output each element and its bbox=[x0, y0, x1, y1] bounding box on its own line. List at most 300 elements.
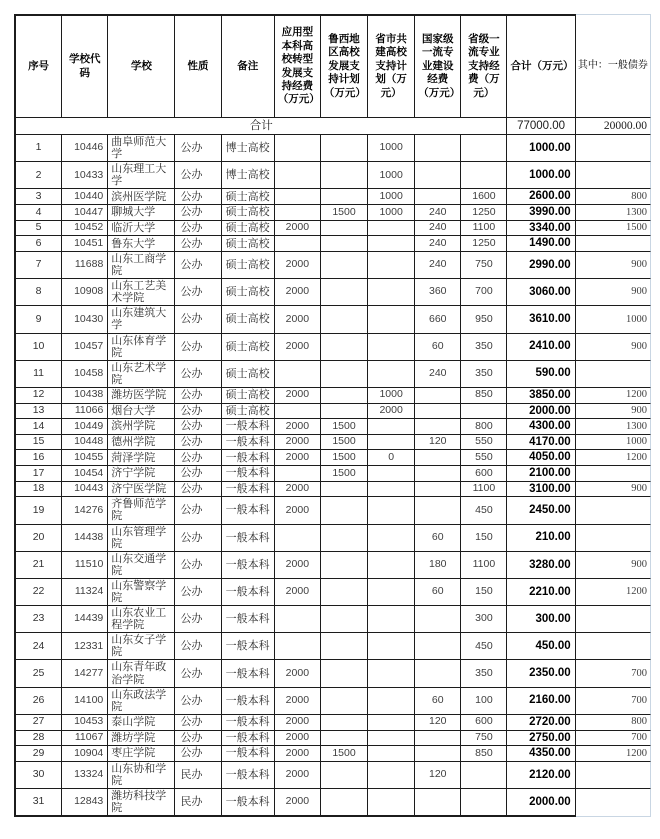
cell-school-code: 10447 bbox=[62, 205, 108, 221]
cell-ownership: 公办 bbox=[175, 525, 221, 552]
table-row bbox=[14, 450, 651, 466]
cell-general-bond bbox=[576, 466, 651, 482]
col-header-national-fund: 国家级一流专业建设经费（万元） bbox=[415, 14, 461, 118]
cell-general-bond bbox=[576, 236, 651, 252]
cell-school-code: 10908 bbox=[62, 279, 108, 306]
cell-transform-fund: 2000 bbox=[275, 731, 321, 747]
table-row bbox=[14, 688, 651, 715]
cell-national-firstclass-fund bbox=[415, 466, 461, 482]
cell-cobuild-fund bbox=[368, 279, 415, 306]
cell-row-total: 4350.00 bbox=[507, 746, 575, 762]
cell-provincial-firstclass-fund: 150 bbox=[461, 579, 507, 606]
cell-remark: 一般本科 bbox=[222, 419, 275, 435]
cell-row-total: 2410.00 bbox=[507, 334, 575, 361]
cell-luxi-fund bbox=[321, 497, 368, 524]
cell-general-bond bbox=[576, 789, 651, 817]
cell-provincial-firstclass-fund bbox=[461, 135, 507, 162]
cell-remark: 一般本科 bbox=[222, 715, 275, 731]
table-row bbox=[14, 189, 651, 205]
cell-row-total: 2000.00 bbox=[507, 789, 575, 817]
cell-ownership: 公办 bbox=[175, 435, 221, 451]
table-row bbox=[14, 789, 651, 817]
cell-cobuild-fund: 1000 bbox=[368, 162, 415, 189]
cell-cobuild-fund bbox=[368, 633, 415, 660]
cell-provincial-firstclass-fund: 950 bbox=[461, 306, 507, 333]
summary-row bbox=[14, 118, 651, 135]
cell-luxi-fund bbox=[321, 579, 368, 606]
cell-general-bond: 700 bbox=[576, 731, 651, 747]
cell-provincial-firstclass-fund: 350 bbox=[461, 660, 507, 687]
cell-ownership: 公办 bbox=[175, 579, 221, 606]
cell-transform-fund: 2000 bbox=[275, 688, 321, 715]
cell-serial-number: 29 bbox=[14, 746, 62, 762]
cell-transform-fund: 2000 bbox=[275, 279, 321, 306]
cell-luxi-fund bbox=[321, 715, 368, 731]
cell-row-total: 2600.00 bbox=[507, 189, 575, 205]
cell-cobuild-fund bbox=[368, 466, 415, 482]
cell-national-firstclass-fund bbox=[415, 162, 461, 189]
cell-row-total: 1000.00 bbox=[507, 135, 575, 162]
cell-transform-fund bbox=[275, 205, 321, 221]
cell-provincial-firstclass-fund bbox=[461, 762, 507, 789]
cell-cobuild-fund: 1000 bbox=[368, 135, 415, 162]
cell-remark: 一般本科 bbox=[222, 731, 275, 747]
cell-general-bond bbox=[576, 162, 651, 189]
cell-luxi-fund: 1500 bbox=[321, 419, 368, 435]
cell-school-code: 10451 bbox=[62, 236, 108, 252]
cell-row-total: 2720.00 bbox=[507, 715, 575, 731]
cell-serial-number: 24 bbox=[14, 633, 62, 660]
cell-serial-number: 18 bbox=[14, 482, 62, 498]
cell-remark: 一般本科 bbox=[222, 579, 275, 606]
cell-serial-number: 9 bbox=[14, 306, 62, 333]
cell-school-name: 济宁医学院 bbox=[108, 482, 175, 498]
col-header-bond: 其中：一般债券 bbox=[576, 14, 651, 118]
cell-provincial-firstclass-fund bbox=[461, 789, 507, 817]
cell-ownership: 公办 bbox=[175, 388, 221, 404]
cell-remark: 一般本科 bbox=[222, 606, 275, 633]
cell-ownership: 公办 bbox=[175, 306, 221, 333]
cell-serial-number: 30 bbox=[14, 762, 62, 789]
cell-provincial-firstclass-fund: 1250 bbox=[461, 205, 507, 221]
cell-serial-number: 27 bbox=[14, 715, 62, 731]
cell-serial-number: 14 bbox=[14, 419, 62, 435]
cell-transform-fund: 2000 bbox=[275, 306, 321, 333]
cell-ownership: 公办 bbox=[175, 715, 221, 731]
cell-cobuild-fund bbox=[368, 715, 415, 731]
cell-row-total: 3060.00 bbox=[507, 279, 575, 306]
cell-row-total: 2210.00 bbox=[507, 579, 575, 606]
cell-general-bond: 900 bbox=[576, 404, 651, 420]
cell-national-firstclass-fund bbox=[415, 189, 461, 205]
cell-general-bond bbox=[576, 633, 651, 660]
cell-general-bond: 900 bbox=[576, 552, 651, 579]
cell-luxi-fund bbox=[321, 482, 368, 498]
cell-cobuild-fund bbox=[368, 435, 415, 451]
cell-serial-number: 8 bbox=[14, 279, 62, 306]
cell-transform-fund: 2000 bbox=[275, 388, 321, 404]
cell-luxi-fund bbox=[321, 361, 368, 388]
cell-luxi-fund bbox=[321, 404, 368, 420]
cell-serial-number: 7 bbox=[14, 252, 62, 279]
cell-transform-fund: 2000 bbox=[275, 435, 321, 451]
cell-transform-fund: 2000 bbox=[275, 762, 321, 789]
table-row bbox=[14, 731, 651, 747]
cell-national-firstclass-fund: 180 bbox=[415, 552, 461, 579]
cell-remark: 硕士高校 bbox=[222, 334, 275, 361]
cell-school-name: 德州学院 bbox=[108, 435, 175, 451]
cell-transform-fund: 2000 bbox=[275, 497, 321, 524]
cell-school-name: 鲁东大学 bbox=[108, 236, 175, 252]
cell-national-firstclass-fund: 60 bbox=[415, 688, 461, 715]
cell-row-total: 4050.00 bbox=[507, 450, 575, 466]
cell-cobuild-fund bbox=[368, 252, 415, 279]
cell-transform-fund: 2000 bbox=[275, 450, 321, 466]
cell-remark: 一般本科 bbox=[222, 497, 275, 524]
cell-provincial-firstclass-fund: 700 bbox=[461, 279, 507, 306]
table-row bbox=[14, 135, 651, 162]
cell-provincial-firstclass-fund: 450 bbox=[461, 497, 507, 524]
cell-cobuild-fund bbox=[368, 221, 415, 237]
cell-luxi-fund bbox=[321, 162, 368, 189]
table-row bbox=[14, 205, 651, 221]
cell-ownership: 公办 bbox=[175, 404, 221, 420]
col-header-luxi-fund: 鲁西地区高校发展支持计划（万元） bbox=[321, 14, 368, 118]
cell-cobuild-fund bbox=[368, 579, 415, 606]
table-row bbox=[14, 221, 651, 237]
cell-ownership: 公办 bbox=[175, 552, 221, 579]
cell-general-bond: 900 bbox=[576, 334, 651, 361]
cell-general-bond bbox=[576, 525, 651, 552]
table-row bbox=[14, 419, 651, 435]
cell-provincial-firstclass-fund: 1600 bbox=[461, 189, 507, 205]
cell-national-firstclass-fund: 240 bbox=[415, 361, 461, 388]
table-row bbox=[14, 715, 651, 731]
cell-national-firstclass-fund: 120 bbox=[415, 435, 461, 451]
table-row bbox=[14, 252, 651, 279]
cell-remark: 硕士高校 bbox=[222, 205, 275, 221]
cell-school-name: 滨州学院 bbox=[108, 419, 175, 435]
cell-remark: 硕士高校 bbox=[222, 221, 275, 237]
cell-provincial-firstclass-fund: 1100 bbox=[461, 221, 507, 237]
cell-serial-number: 13 bbox=[14, 404, 62, 420]
cell-school-code: 11066 bbox=[62, 404, 108, 420]
table-row bbox=[14, 334, 651, 361]
cell-general-bond: 900 bbox=[576, 279, 651, 306]
cell-luxi-fund bbox=[321, 236, 368, 252]
cell-transform-fund bbox=[275, 162, 321, 189]
cell-provincial-firstclass-fund: 850 bbox=[461, 388, 507, 404]
cell-general-bond bbox=[576, 497, 651, 524]
cell-row-total: 3850.00 bbox=[507, 388, 575, 404]
cell-serial-number: 5 bbox=[14, 221, 62, 237]
cell-school-name: 山东体育学院 bbox=[108, 334, 175, 361]
cell-national-firstclass-fund bbox=[415, 450, 461, 466]
cell-luxi-fund bbox=[321, 731, 368, 747]
cell-national-firstclass-fund bbox=[415, 660, 461, 687]
cell-serial-number: 12 bbox=[14, 388, 62, 404]
col-header-provincial-fund: 省级一流专业支持经费（万元） bbox=[461, 14, 507, 118]
cell-cobuild-fund bbox=[368, 789, 415, 817]
cell-general-bond: 800 bbox=[576, 189, 651, 205]
cell-provincial-firstclass-fund: 600 bbox=[461, 466, 507, 482]
cell-school-name: 山东协和学院 bbox=[108, 762, 175, 789]
cell-general-bond: 1300 bbox=[576, 205, 651, 221]
cell-serial-number: 6 bbox=[14, 236, 62, 252]
cell-remark: 硕士高校 bbox=[222, 252, 275, 279]
cell-school-code: 10443 bbox=[62, 482, 108, 498]
cell-transform-fund: 2000 bbox=[275, 660, 321, 687]
cell-provincial-firstclass-fund bbox=[461, 162, 507, 189]
cell-general-bond bbox=[576, 135, 651, 162]
cell-luxi-fund bbox=[321, 388, 368, 404]
cell-general-bond: 1000 bbox=[576, 435, 651, 451]
cell-national-firstclass-fund: 60 bbox=[415, 579, 461, 606]
cell-luxi-fund bbox=[321, 552, 368, 579]
cell-national-firstclass-fund bbox=[415, 606, 461, 633]
cell-school-name: 山东农业工程学院 bbox=[108, 606, 175, 633]
cell-serial-number: 11 bbox=[14, 361, 62, 388]
cell-school-name: 山东政法学院 bbox=[108, 688, 175, 715]
cell-national-firstclass-fund: 660 bbox=[415, 306, 461, 333]
cell-transform-fund bbox=[275, 633, 321, 660]
cell-provincial-firstclass-fund: 350 bbox=[461, 334, 507, 361]
cell-school-name: 山东警察学院 bbox=[108, 579, 175, 606]
cell-row-total: 2990.00 bbox=[507, 252, 575, 279]
cell-school-name: 菏泽学院 bbox=[108, 450, 175, 466]
table-row bbox=[14, 579, 651, 606]
col-header-transform-fund: 应用型本科高校转型发展支持经费（万元） bbox=[275, 14, 321, 118]
cell-school-code: 11688 bbox=[62, 252, 108, 279]
cell-ownership: 公办 bbox=[175, 252, 221, 279]
cell-school-name: 济宁学院 bbox=[108, 466, 175, 482]
cell-row-total: 3990.00 bbox=[507, 205, 575, 221]
cell-ownership: 公办 bbox=[175, 633, 221, 660]
cell-transform-fund: 2000 bbox=[275, 579, 321, 606]
cell-remark: 博士高校 bbox=[222, 135, 275, 162]
cell-cobuild-fund bbox=[368, 497, 415, 524]
cell-transform-fund: 2000 bbox=[275, 789, 321, 817]
cell-school-name: 山东工商学院 bbox=[108, 252, 175, 279]
cell-school-name: 山东建筑大学 bbox=[108, 306, 175, 333]
cell-serial-number: 10 bbox=[14, 334, 62, 361]
cell-school-name: 齐鲁师范学院 bbox=[108, 497, 175, 524]
cell-school-code: 12331 bbox=[62, 633, 108, 660]
cell-national-firstclass-fund: 360 bbox=[415, 279, 461, 306]
cell-ownership: 公办 bbox=[175, 497, 221, 524]
cell-row-total: 2120.00 bbox=[507, 762, 575, 789]
cell-national-firstclass-fund bbox=[415, 789, 461, 817]
cell-provincial-firstclass-fund: 850 bbox=[461, 746, 507, 762]
cell-national-firstclass-fund: 240 bbox=[415, 252, 461, 279]
cell-remark: 硕士高校 bbox=[222, 279, 275, 306]
cell-school-name: 山东交通学院 bbox=[108, 552, 175, 579]
cell-cobuild-fund bbox=[368, 236, 415, 252]
table-row bbox=[14, 466, 651, 482]
cell-ownership: 公办 bbox=[175, 482, 221, 498]
cell-general-bond: 700 bbox=[576, 660, 651, 687]
cell-ownership: 民办 bbox=[175, 789, 221, 817]
cell-ownership: 公办 bbox=[175, 162, 221, 189]
cell-school-name: 山东理工大学 bbox=[108, 162, 175, 189]
cell-cobuild-fund: 2000 bbox=[368, 404, 415, 420]
cell-cobuild-fund bbox=[368, 361, 415, 388]
cell-ownership: 公办 bbox=[175, 746, 221, 762]
cell-row-total: 2450.00 bbox=[507, 497, 575, 524]
cell-row-total: 450.00 bbox=[507, 633, 575, 660]
cell-row-total: 4170.00 bbox=[507, 435, 575, 451]
cell-school-name: 泰山学院 bbox=[108, 715, 175, 731]
cell-cobuild-fund bbox=[368, 660, 415, 687]
cell-transform-fund: 2000 bbox=[275, 419, 321, 435]
cell-row-total: 1000.00 bbox=[507, 162, 575, 189]
cell-general-bond: 900 bbox=[576, 252, 651, 279]
cell-general-bond: 1200 bbox=[576, 388, 651, 404]
cell-provincial-firstclass-fund: 150 bbox=[461, 525, 507, 552]
cell-provincial-firstclass-fund: 450 bbox=[461, 633, 507, 660]
cell-general-bond: 1200 bbox=[576, 579, 651, 606]
cell-cobuild-fund bbox=[368, 746, 415, 762]
cell-school-code: 10433 bbox=[62, 162, 108, 189]
cell-school-code: 14100 bbox=[62, 688, 108, 715]
cell-serial-number: 19 bbox=[14, 497, 62, 524]
cell-row-total: 3610.00 bbox=[507, 306, 575, 333]
cell-ownership: 公办 bbox=[175, 660, 221, 687]
cell-school-code: 10458 bbox=[62, 361, 108, 388]
cell-ownership: 公办 bbox=[175, 450, 221, 466]
cell-serial-number: 17 bbox=[14, 466, 62, 482]
cell-provincial-firstclass-fund: 550 bbox=[461, 450, 507, 466]
cell-serial-number: 1 bbox=[14, 135, 62, 162]
cell-remark: 硕士高校 bbox=[222, 306, 275, 333]
cell-cobuild-fund bbox=[368, 482, 415, 498]
cell-school-code: 14277 bbox=[62, 660, 108, 687]
cell-luxi-fund bbox=[321, 135, 368, 162]
cell-ownership: 公办 bbox=[175, 205, 221, 221]
cell-school-name: 曲阜师范大学 bbox=[108, 135, 175, 162]
summary-bond: 20000.00 bbox=[576, 118, 651, 135]
cell-transform-fund bbox=[275, 236, 321, 252]
cell-transform-fund bbox=[275, 135, 321, 162]
cell-national-firstclass-fund bbox=[415, 731, 461, 747]
cell-ownership: 公办 bbox=[175, 466, 221, 482]
cell-serial-number: 15 bbox=[14, 435, 62, 451]
cell-general-bond: 1500 bbox=[576, 221, 651, 237]
cell-general-bond bbox=[576, 762, 651, 789]
cell-national-firstclass-fund bbox=[415, 482, 461, 498]
cell-school-name: 潍坊医学院 bbox=[108, 388, 175, 404]
cell-luxi-fund bbox=[321, 606, 368, 633]
cell-school-code: 14276 bbox=[62, 497, 108, 524]
cell-remark: 硕士高校 bbox=[222, 189, 275, 205]
cell-provincial-firstclass-fund: 600 bbox=[461, 715, 507, 731]
table-row bbox=[14, 435, 651, 451]
cell-luxi-fund bbox=[321, 189, 368, 205]
cell-cobuild-fund bbox=[368, 306, 415, 333]
table-row bbox=[14, 525, 651, 552]
col-header-total: 合计（万元） bbox=[507, 14, 575, 118]
cell-general-bond: 900 bbox=[576, 482, 651, 498]
cell-national-firstclass-fund bbox=[415, 135, 461, 162]
cell-row-total: 2160.00 bbox=[507, 688, 575, 715]
cell-remark: 一般本科 bbox=[222, 762, 275, 789]
cell-remark: 硕士高校 bbox=[222, 388, 275, 404]
cell-transform-fund: 2000 bbox=[275, 715, 321, 731]
cell-transform-fund: 2000 bbox=[275, 221, 321, 237]
cell-cobuild-fund bbox=[368, 419, 415, 435]
cell-serial-number: 23 bbox=[14, 606, 62, 633]
col-header-cobuild-fund: 省市共建高校支持计划（万元） bbox=[368, 14, 415, 118]
cell-serial-number: 4 bbox=[14, 205, 62, 221]
cell-general-bond: 1200 bbox=[576, 450, 651, 466]
cell-cobuild-fund: 1000 bbox=[368, 189, 415, 205]
cell-national-firstclass-fund bbox=[415, 388, 461, 404]
cell-serial-number: 20 bbox=[14, 525, 62, 552]
cell-school-code: 11067 bbox=[62, 731, 108, 747]
cell-school-name: 聊城大学 bbox=[108, 205, 175, 221]
cell-provincial-firstclass-fund: 1100 bbox=[461, 552, 507, 579]
table-row bbox=[14, 361, 651, 388]
cell-provincial-firstclass-fund: 750 bbox=[461, 252, 507, 279]
funding-table bbox=[14, 14, 651, 817]
cell-school-code: 10454 bbox=[62, 466, 108, 482]
cell-provincial-firstclass-fund: 350 bbox=[461, 361, 507, 388]
cell-school-code: 11510 bbox=[62, 552, 108, 579]
cell-school-name: 潍坊学院 bbox=[108, 731, 175, 747]
cell-ownership: 公办 bbox=[175, 731, 221, 747]
table-row bbox=[14, 388, 651, 404]
cell-school-name: 滨州医学院 bbox=[108, 189, 175, 205]
table-row bbox=[14, 746, 651, 762]
table-row bbox=[14, 306, 651, 333]
cell-general-bond: 700 bbox=[576, 688, 651, 715]
cell-row-total: 2000.00 bbox=[507, 404, 575, 420]
cell-transform-fund: 2000 bbox=[275, 482, 321, 498]
cell-national-firstclass-fund: 60 bbox=[415, 334, 461, 361]
cell-school-name: 临沂大学 bbox=[108, 221, 175, 237]
cell-row-total: 4300.00 bbox=[507, 419, 575, 435]
cell-cobuild-fund bbox=[368, 762, 415, 789]
cell-school-code: 10449 bbox=[62, 419, 108, 435]
header-row bbox=[14, 14, 651, 118]
cell-general-bond bbox=[576, 606, 651, 633]
cell-ownership: 公办 bbox=[175, 236, 221, 252]
cell-row-total: 2750.00 bbox=[507, 731, 575, 747]
cell-school-code: 14439 bbox=[62, 606, 108, 633]
cell-luxi-fund: 1500 bbox=[321, 435, 368, 451]
cell-school-code: 10446 bbox=[62, 135, 108, 162]
cell-ownership: 公办 bbox=[175, 135, 221, 162]
cell-luxi-fund bbox=[321, 789, 368, 817]
cell-school-name: 山东管理学院 bbox=[108, 525, 175, 552]
cell-serial-number: 16 bbox=[14, 450, 62, 466]
table-row bbox=[14, 762, 651, 789]
cell-row-total: 210.00 bbox=[507, 525, 575, 552]
cell-school-code: 14438 bbox=[62, 525, 108, 552]
cell-transform-fund bbox=[275, 404, 321, 420]
cell-provincial-firstclass-fund bbox=[461, 404, 507, 420]
cell-general-bond: 800 bbox=[576, 715, 651, 731]
cell-luxi-fund: 1500 bbox=[321, 450, 368, 466]
cell-remark: 一般本科 bbox=[222, 746, 275, 762]
cell-national-firstclass-fund bbox=[415, 419, 461, 435]
cell-transform-fund bbox=[275, 606, 321, 633]
cell-row-total: 3340.00 bbox=[507, 221, 575, 237]
cell-transform-fund: 2000 bbox=[275, 552, 321, 579]
cell-serial-number: 25 bbox=[14, 660, 62, 687]
cell-remark: 一般本科 bbox=[222, 525, 275, 552]
cell-national-firstclass-fund: 240 bbox=[415, 221, 461, 237]
